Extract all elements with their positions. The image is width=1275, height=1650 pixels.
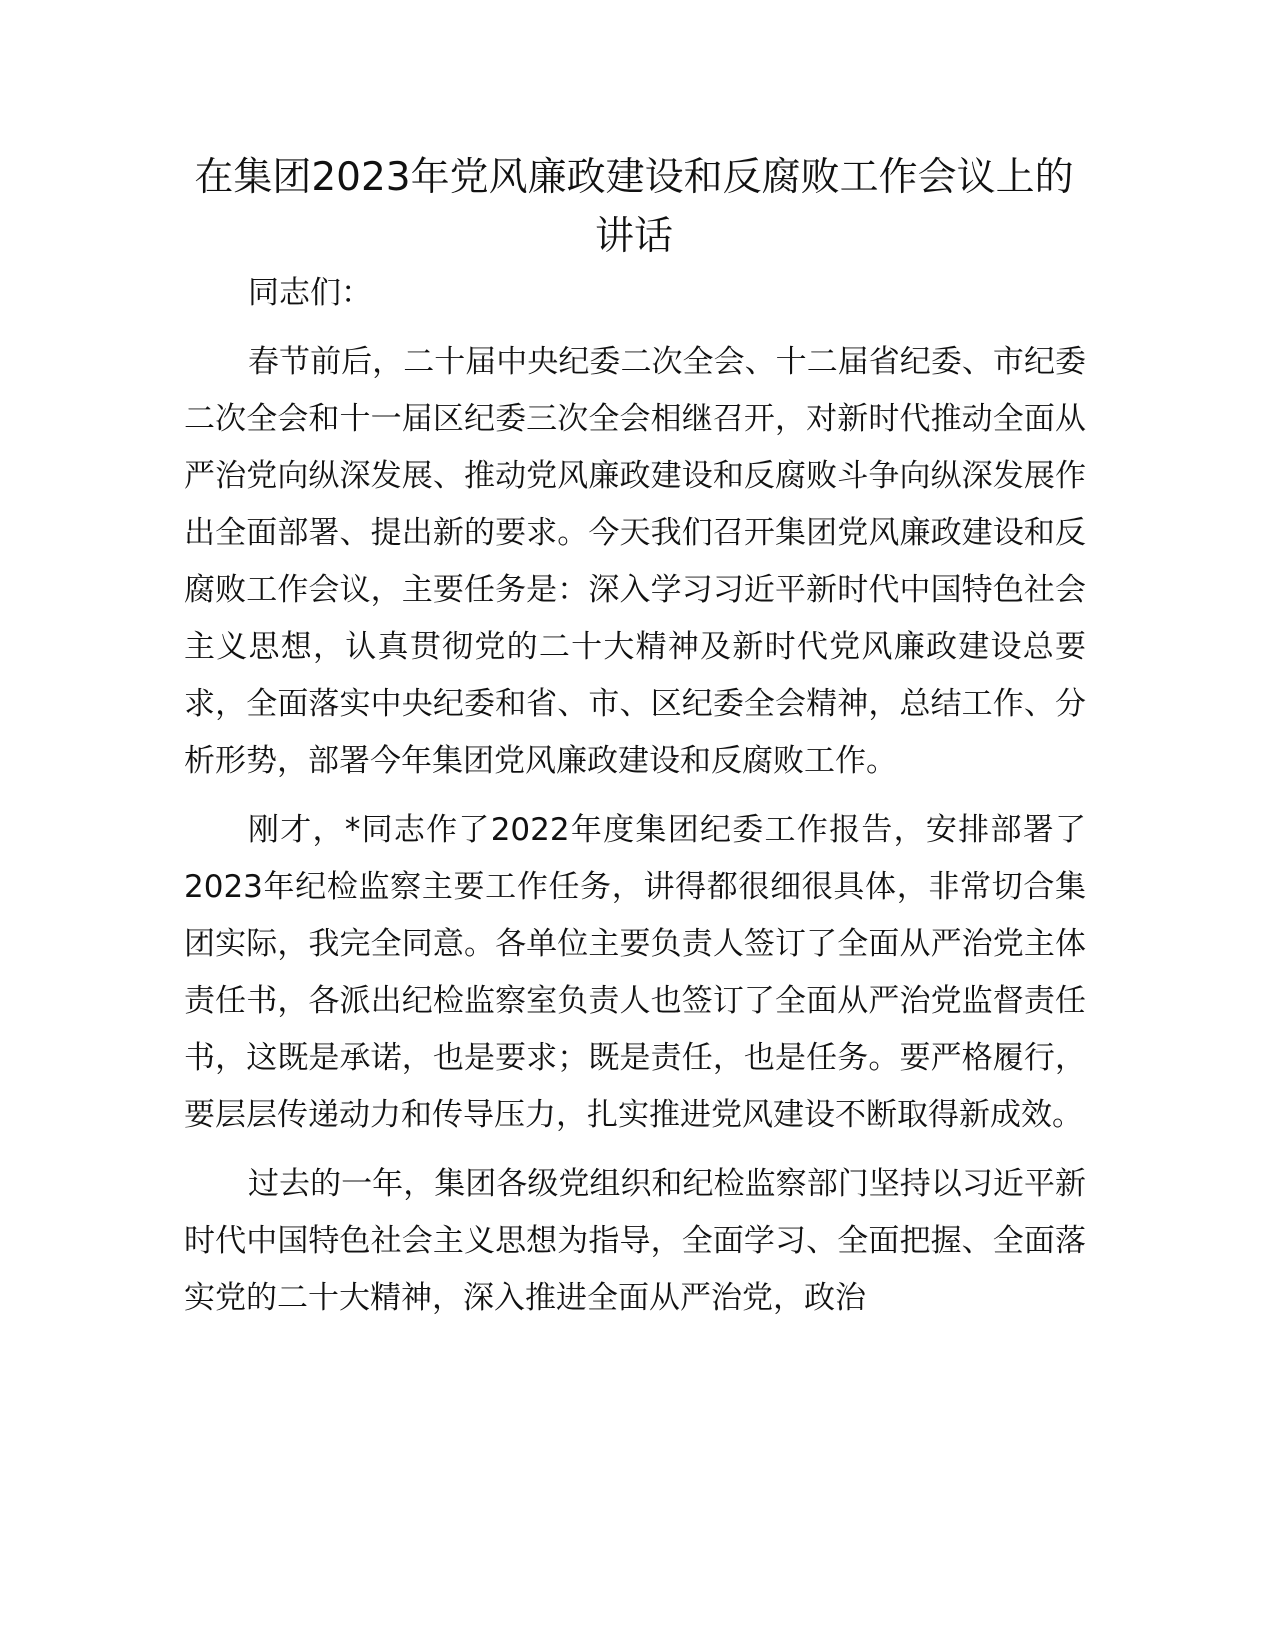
document-title: 在集团2023年党风廉政建设和反腐败工作会议上的讲话: [194, 155, 1074, 259]
paragraph-2: 刚才，*同志作了2022年度集团纪委工作报告，安排部署了2023年纪检监察主要工作任务，讲得都很细很具体，非常切合集团实际，我完全同意。各单位主要负责人签订了全面从严治党主体责任书，各派出纪检监察室负责人也签订了全面从严治党监督责任书，这既是承诺，也是要求；既是责任，也是任务。要严格履行，要层层传递动力和传导压力，扎实推进党风建设不断取得新成效。: [184, 812, 1086, 1133]
paragraph-1: 春节前后，二十届中央纪委二次全会、十二届省纪委、市纪委二次全会和十一届区纪委三次全会相继召开，对新时代推动全面从严治党向纵深发展、推动党风廉政建设和反腐败斗争向纵深发展作出全面部署、提出新的要求。今天我们召开集团党风廉政建设和反腐败工作会议，主要任务是：深入学习习近平新时代中国特色社会主义思想，认真贯彻党的二十大精神及新时代党风廉政建设总要求，全面落实中央纪委和省、市、区纪委全会精神，总结工作、分析形势，部署今年集团党风廉政建设和反腐败工作。: [184, 344, 1086, 779]
paragraph-3: 过去的一年，集团各级党组织和纪检监察部门坚持以习近平新时代中国特色社会主义思想为指导，全面学习、全面把握、全面落实党的二十大精神，深入推进全面从严治党，政治: [184, 1166, 1086, 1316]
salutation: 同志们：: [248, 275, 372, 311]
document-body: [184, 265, 1086, 1327]
